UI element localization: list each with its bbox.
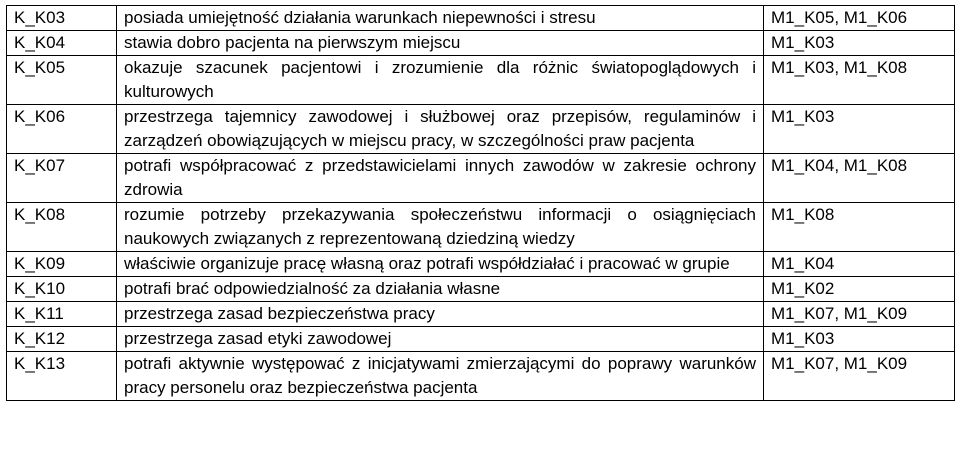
outcome-description: przestrzega tajemnicy zawodowej i służbowej oraz przepisów, regulaminów i zarządzeń obowiązujących w miejscu pracy, w szczególności praw pacjenta [117,105,764,154]
table-row [7,252,955,277]
outcome-description: rozumie potrzeby przekazywania społeczeństwu informacji o osiągnięciach naukowych związanych z reprezentowaną dziedziną wiedzy [117,203,764,252]
table-row [7,56,955,105]
outcome-code: K_K06 [7,105,117,154]
outcome-description: posiada umiejętność działania warunkach niepewności i stresu [117,6,764,31]
table-row [7,6,955,31]
outcome-code: K_K08 [7,203,117,252]
outcome-description: okazuje szacunek pacjentowi i zrozumienie dla różnic światopoglądowych i kulturowych [117,56,764,105]
outcome-refs: M1_K04 [764,252,955,277]
outcome-description: stawia dobro pacjenta na pierwszym miejscu [117,31,764,56]
outcome-description: przestrzega zasad etyki zawodowej [117,327,764,352]
outcome-code: K_K04 [7,31,117,56]
outcome-refs: M1_K04, M1_K08 [764,154,955,203]
table-row [7,154,955,203]
outcome-description: właściwie organizuje pracę własną oraz potrafi współdziałać i pracować w grupie [117,252,764,277]
outcome-code: K_K09 [7,252,117,277]
table-row [7,105,955,154]
outcome-description: przestrzega zasad bezpieczeństwa pracy [117,302,764,327]
table-row [7,327,955,352]
outcome-refs: M1_K08 [764,203,955,252]
outcome-description: potrafi aktywnie występować z inicjatywami zmierzającymi do poprawy warunków pracy personelu oraz bezpieczeństwa pacjenta [117,352,764,401]
outcome-refs: M1_K02 [764,277,955,302]
table-row [7,277,955,302]
table-row [7,302,955,327]
outcome-code: K_K05 [7,56,117,105]
outcome-refs: M1_K03 [764,105,955,154]
outcome-refs: M1_K07, M1_K09 [764,302,955,327]
outcome-refs: M1_K07, M1_K09 [764,352,955,401]
table-row [7,203,955,252]
table-row [7,31,955,56]
outcome-description: potrafi brać odpowiedzialność za działania własne [117,277,764,302]
outcome-refs: M1_K03 [764,327,955,352]
outcome-code: K_K11 [7,302,117,327]
outcome-code: K_K03 [7,6,117,31]
learning-outcomes-table [6,5,955,401]
outcome-code: K_K07 [7,154,117,203]
outcome-refs: M1_K03 [764,31,955,56]
outcome-code: K_K12 [7,327,117,352]
outcome-code: K_K13 [7,352,117,401]
table-row [7,352,955,401]
outcome-refs: M1_K03, M1_K08 [764,56,955,105]
outcome-refs: M1_K05, M1_K06 [764,6,955,31]
outcome-code: K_K10 [7,277,117,302]
table-body [7,6,955,401]
outcome-description: potrafi współpracować z przedstawicielami innych zawodów w zakresie ochrony zdrowia [117,154,764,203]
